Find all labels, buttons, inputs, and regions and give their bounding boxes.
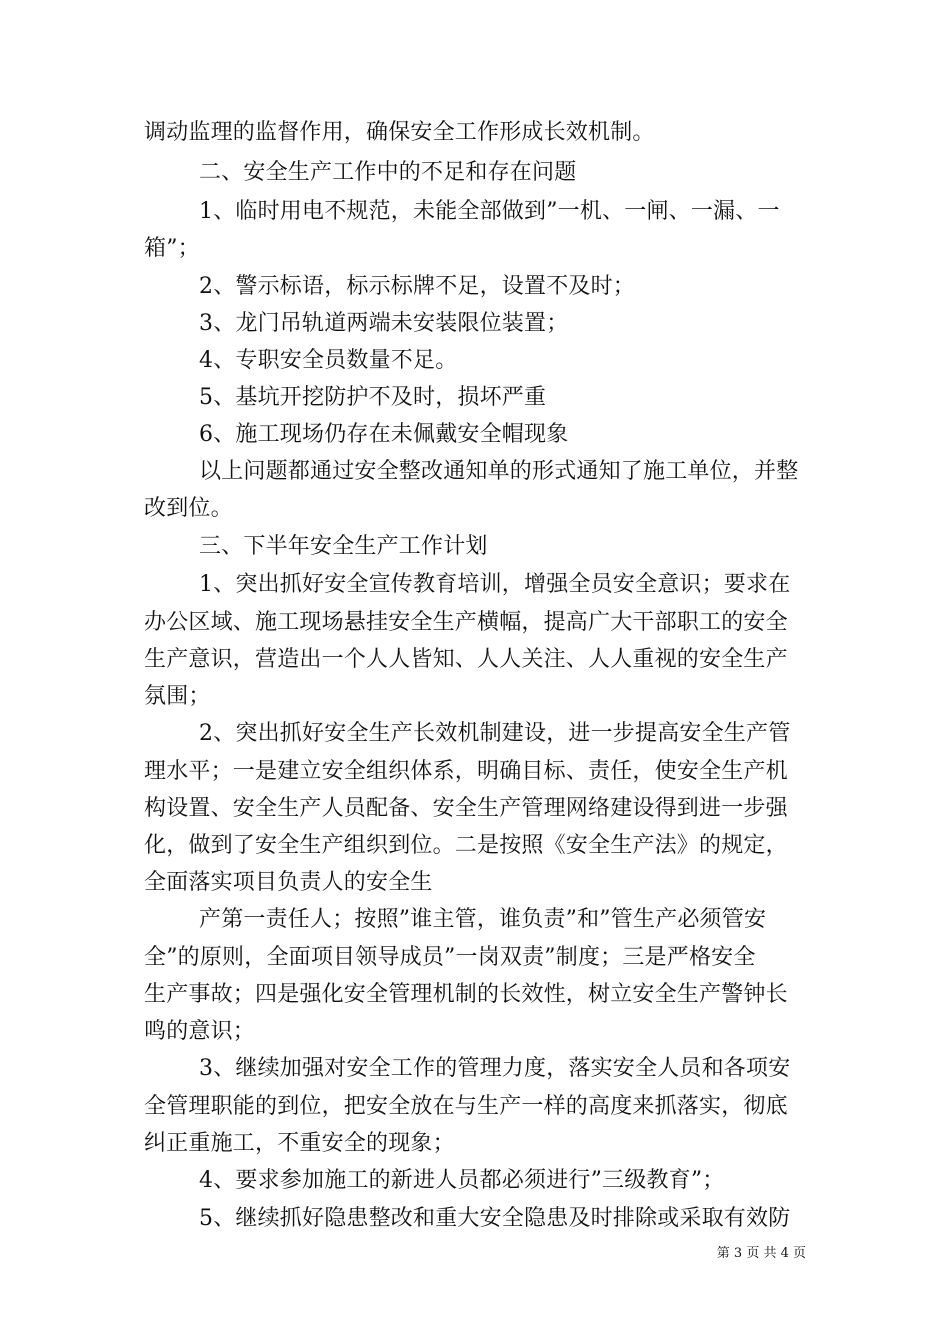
text-line: 鸣的意识； (144, 1019, 256, 1044)
text-line: 改到位。 (144, 496, 233, 521)
text-line: 氛围； (144, 684, 211, 709)
text-line: 2、突出抓好安全生产长效机制建设，进一步提高安全生产管 (199, 721, 791, 746)
section-heading: 三、下半年安全生产工作计划 (199, 534, 488, 559)
text-line: 5、基坑开挖防护不及时，损坏严重 (199, 385, 547, 410)
text-line: 1、突出抓好安全宣传教育培训，增强全员安全意识；要求在 (199, 572, 791, 597)
text-line: 4、要求参加施工的新进人员都必须进行”三级教育”； (199, 1168, 725, 1193)
text-line: 4、专职安全员数量不足。 (199, 348, 458, 373)
text-line: 3、龙门吊轨道两端未安装限位装置； (199, 311, 569, 336)
text-line: 2、警示标语，标示标牌不足，设置不及时； (199, 274, 635, 299)
text-line: 办公区域、施工现场悬挂安全生产横幅，提高广大干部职工的安全 (144, 610, 788, 635)
section-heading: 二、安全生产工作中的不足和存在问题 (199, 160, 577, 185)
text-line: 全面落实项目负责人的安全生 (144, 870, 433, 895)
page-number: 第 3 页 共 4 页 (716, 1246, 806, 1261)
text-line: 箱”； (144, 236, 200, 261)
text-line: 调动监理的监督作用，确保安全工作形成长效机制。 (144, 120, 655, 145)
text-line: 6、施工现场仍存在未佩戴安全帽现象 (199, 422, 569, 447)
text-line: 化，做到了安全生产组织到位。二是按照《安全生产法》的规定， (144, 833, 788, 858)
text-line: 理水平；一是建立安全组织体系，明确目标、责任，使安全生产机 (144, 759, 788, 784)
text-line: 构设置、安全生产人员配备、安全生产管理网络建设得到进一步强 (144, 796, 788, 821)
text-line: 生产事故；四是强化安全管理机制的长效性，树立安全生产警钟长 (144, 982, 788, 1007)
text-line: 纠正重施工，不重安全的现象； (144, 1131, 455, 1156)
text-line: 1、临时用电不规范，未能全部做到”一机、一闸、一漏、一 (199, 199, 780, 224)
text-line: 3、继续加强对安全工作的管理力度，落实安全人员和各项安 (199, 1056, 791, 1081)
text-line: 全”的原则，全面项目领导成员”一岗双责”制度；三是严格安全 (144, 945, 756, 970)
text-line: 全管理职能的到位，把安全放在与生产一样的高度来抓落实，彻底 (144, 1094, 788, 1119)
text-line: 以上问题都通过安全整改通知单的形式通知了施工单位，并整 (199, 459, 799, 484)
text-line: 产第一责任人；按照”谁主管，谁负责”和”管生产必须管安 (199, 907, 767, 932)
text-line: 生产意识，营造出一个人人皆知、人人关注、人人重视的安全生产 (144, 647, 788, 672)
text-line: 5、继续抓好隐患整改和重大安全隐患及时排除或采取有效防 (199, 1206, 791, 1231)
